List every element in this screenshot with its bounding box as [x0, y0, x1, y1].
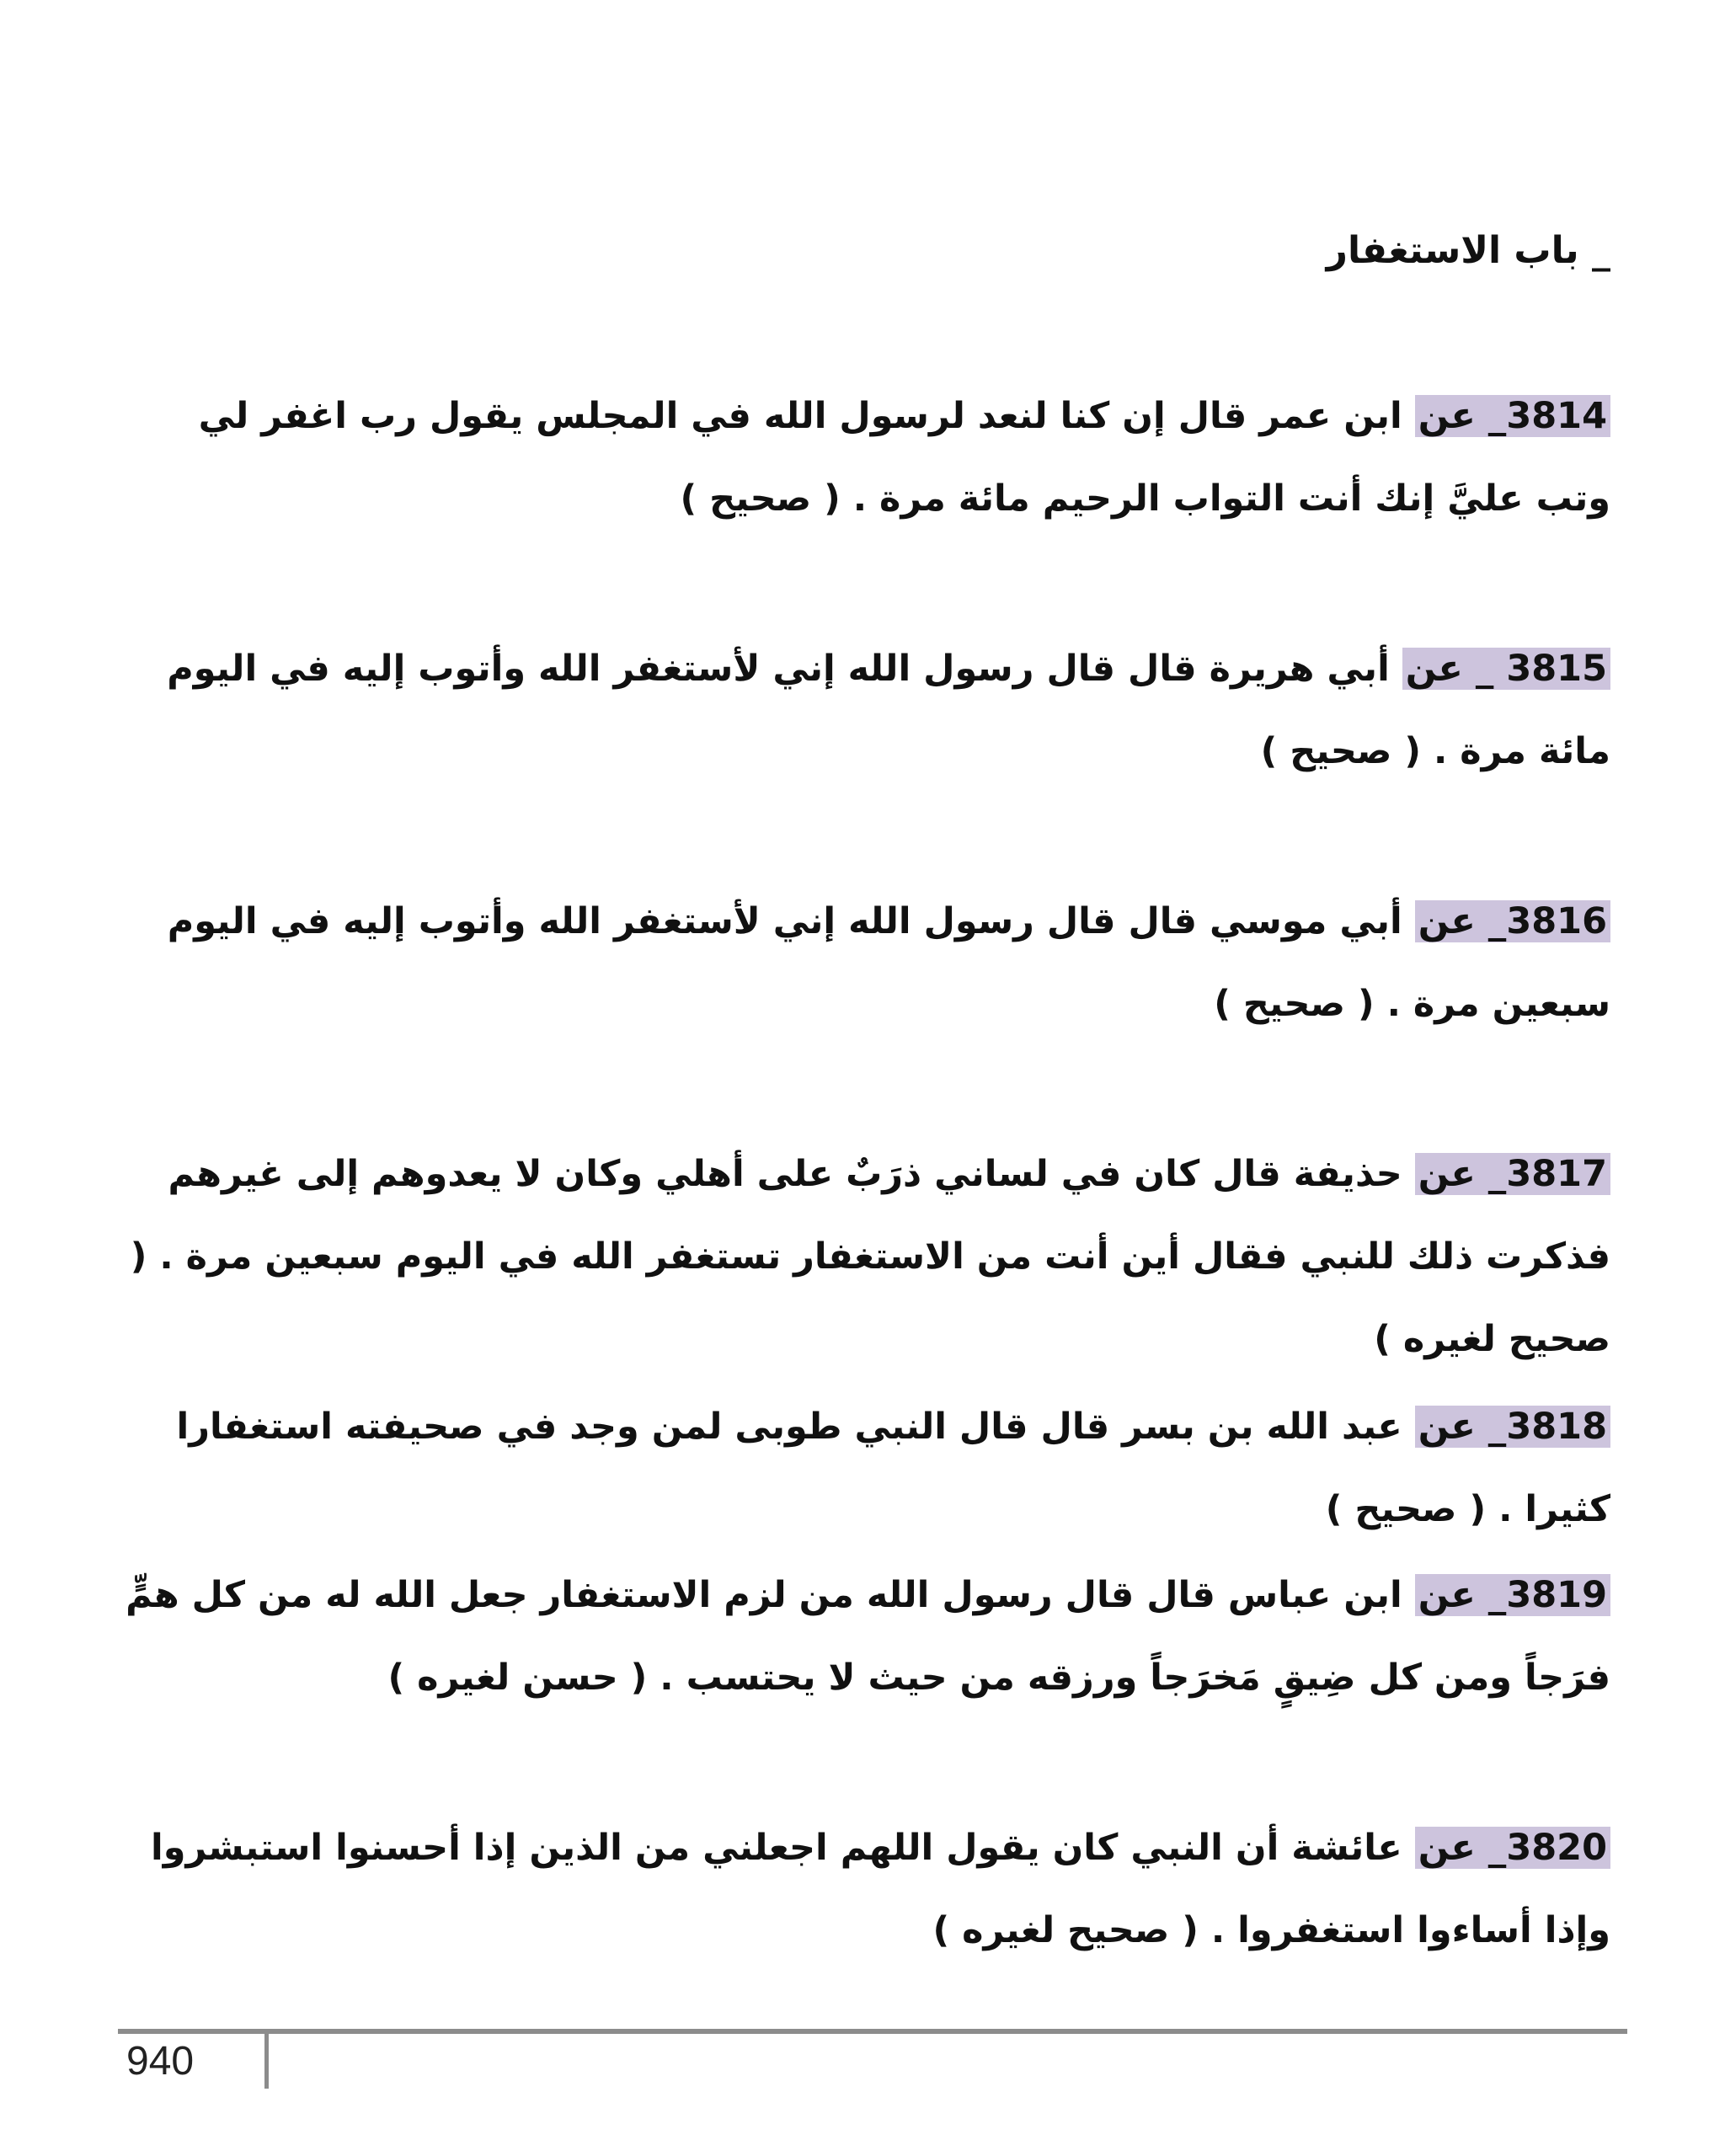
footer-tick [264, 2031, 269, 2089]
hadith-3820 [118, 1806, 1610, 1972]
hadith-number-label: 3815 _ عن [1402, 648, 1610, 690]
hadith-number-label: 3817_ عن [1415, 1153, 1610, 1195]
hadith-text: ابن عمر قال إن كنا لنعد لرسول الله في المجلس يقول رب اغفر لي وتب عليَّ إنك أنت التواب الرحيم مائة مرة . ( صحيح ) [198, 395, 1610, 520]
chapter-title: _ باب الاستغفار [1326, 229, 1610, 272]
hadith-number-label: 3816_ عن [1415, 900, 1610, 942]
footer-divider [118, 2029, 1627, 2034]
hadith-3818 [118, 1385, 1610, 1550]
hadith-text: ابن عباس قال قال رسول الله من لزم الاستغفار جعل الله له من كل همٍّ فرَجاً ومن كل ضِيقٍ مَخرَجاً ورزقه من حيث لا يحتسب . ( حسن لغيره ) [126, 1574, 1610, 1699]
hadith-number-label: 3818_ عن [1415, 1406, 1610, 1448]
hadith-text: حذيفة قال كان في لساني ذرَبٌ على أهلي وكان لا يعدوهم إلى غيرهم فذكرت ذلك للنبي فقال أين أنت من الاستغفار تستغفر الله في اليوم سبعين مرة . ( صحيح لغيره ) [130, 1153, 1610, 1360]
hadith-text: عائشة أن النبي كان يقول اللهم اجعلني من الذين إذا أحسنوا استبشروا وإذا أساءوا استغفروا . ( صحيح لغيره ) [151, 1827, 1610, 1951]
hadith-3819 [118, 1554, 1610, 1719]
hadith-number-label: 3820_ عن [1415, 1827, 1610, 1869]
page-number: 940 [126, 2039, 195, 2084]
hadith-number-label: 3819_ عن [1415, 1574, 1610, 1616]
hadith-3816 [118, 880, 1610, 1045]
hadith-number-label: 3814_ عن [1415, 395, 1610, 437]
hadith-3814 [118, 375, 1610, 540]
hadith-text: أبي هريرة قال قال رسول الله إني لأستغفر الله وأتوب إليه في اليوم مائة مرة . ( صحيح ) [167, 648, 1610, 772]
hadith-3815 [118, 627, 1610, 792]
hadith-text: عبد الله بن بسر قال قال النبي طوبى لمن وجد في صحيفته استغفارا كثيرا . ( صحيح ) [176, 1406, 1610, 1530]
hadith-text: أبي موسي قال قال رسول الله إني لأستغفر الله وأتوب إليه في اليوم سبعين مرة . ( صحيح ) [167, 900, 1610, 1025]
hadith-3817 [118, 1133, 1610, 1380]
